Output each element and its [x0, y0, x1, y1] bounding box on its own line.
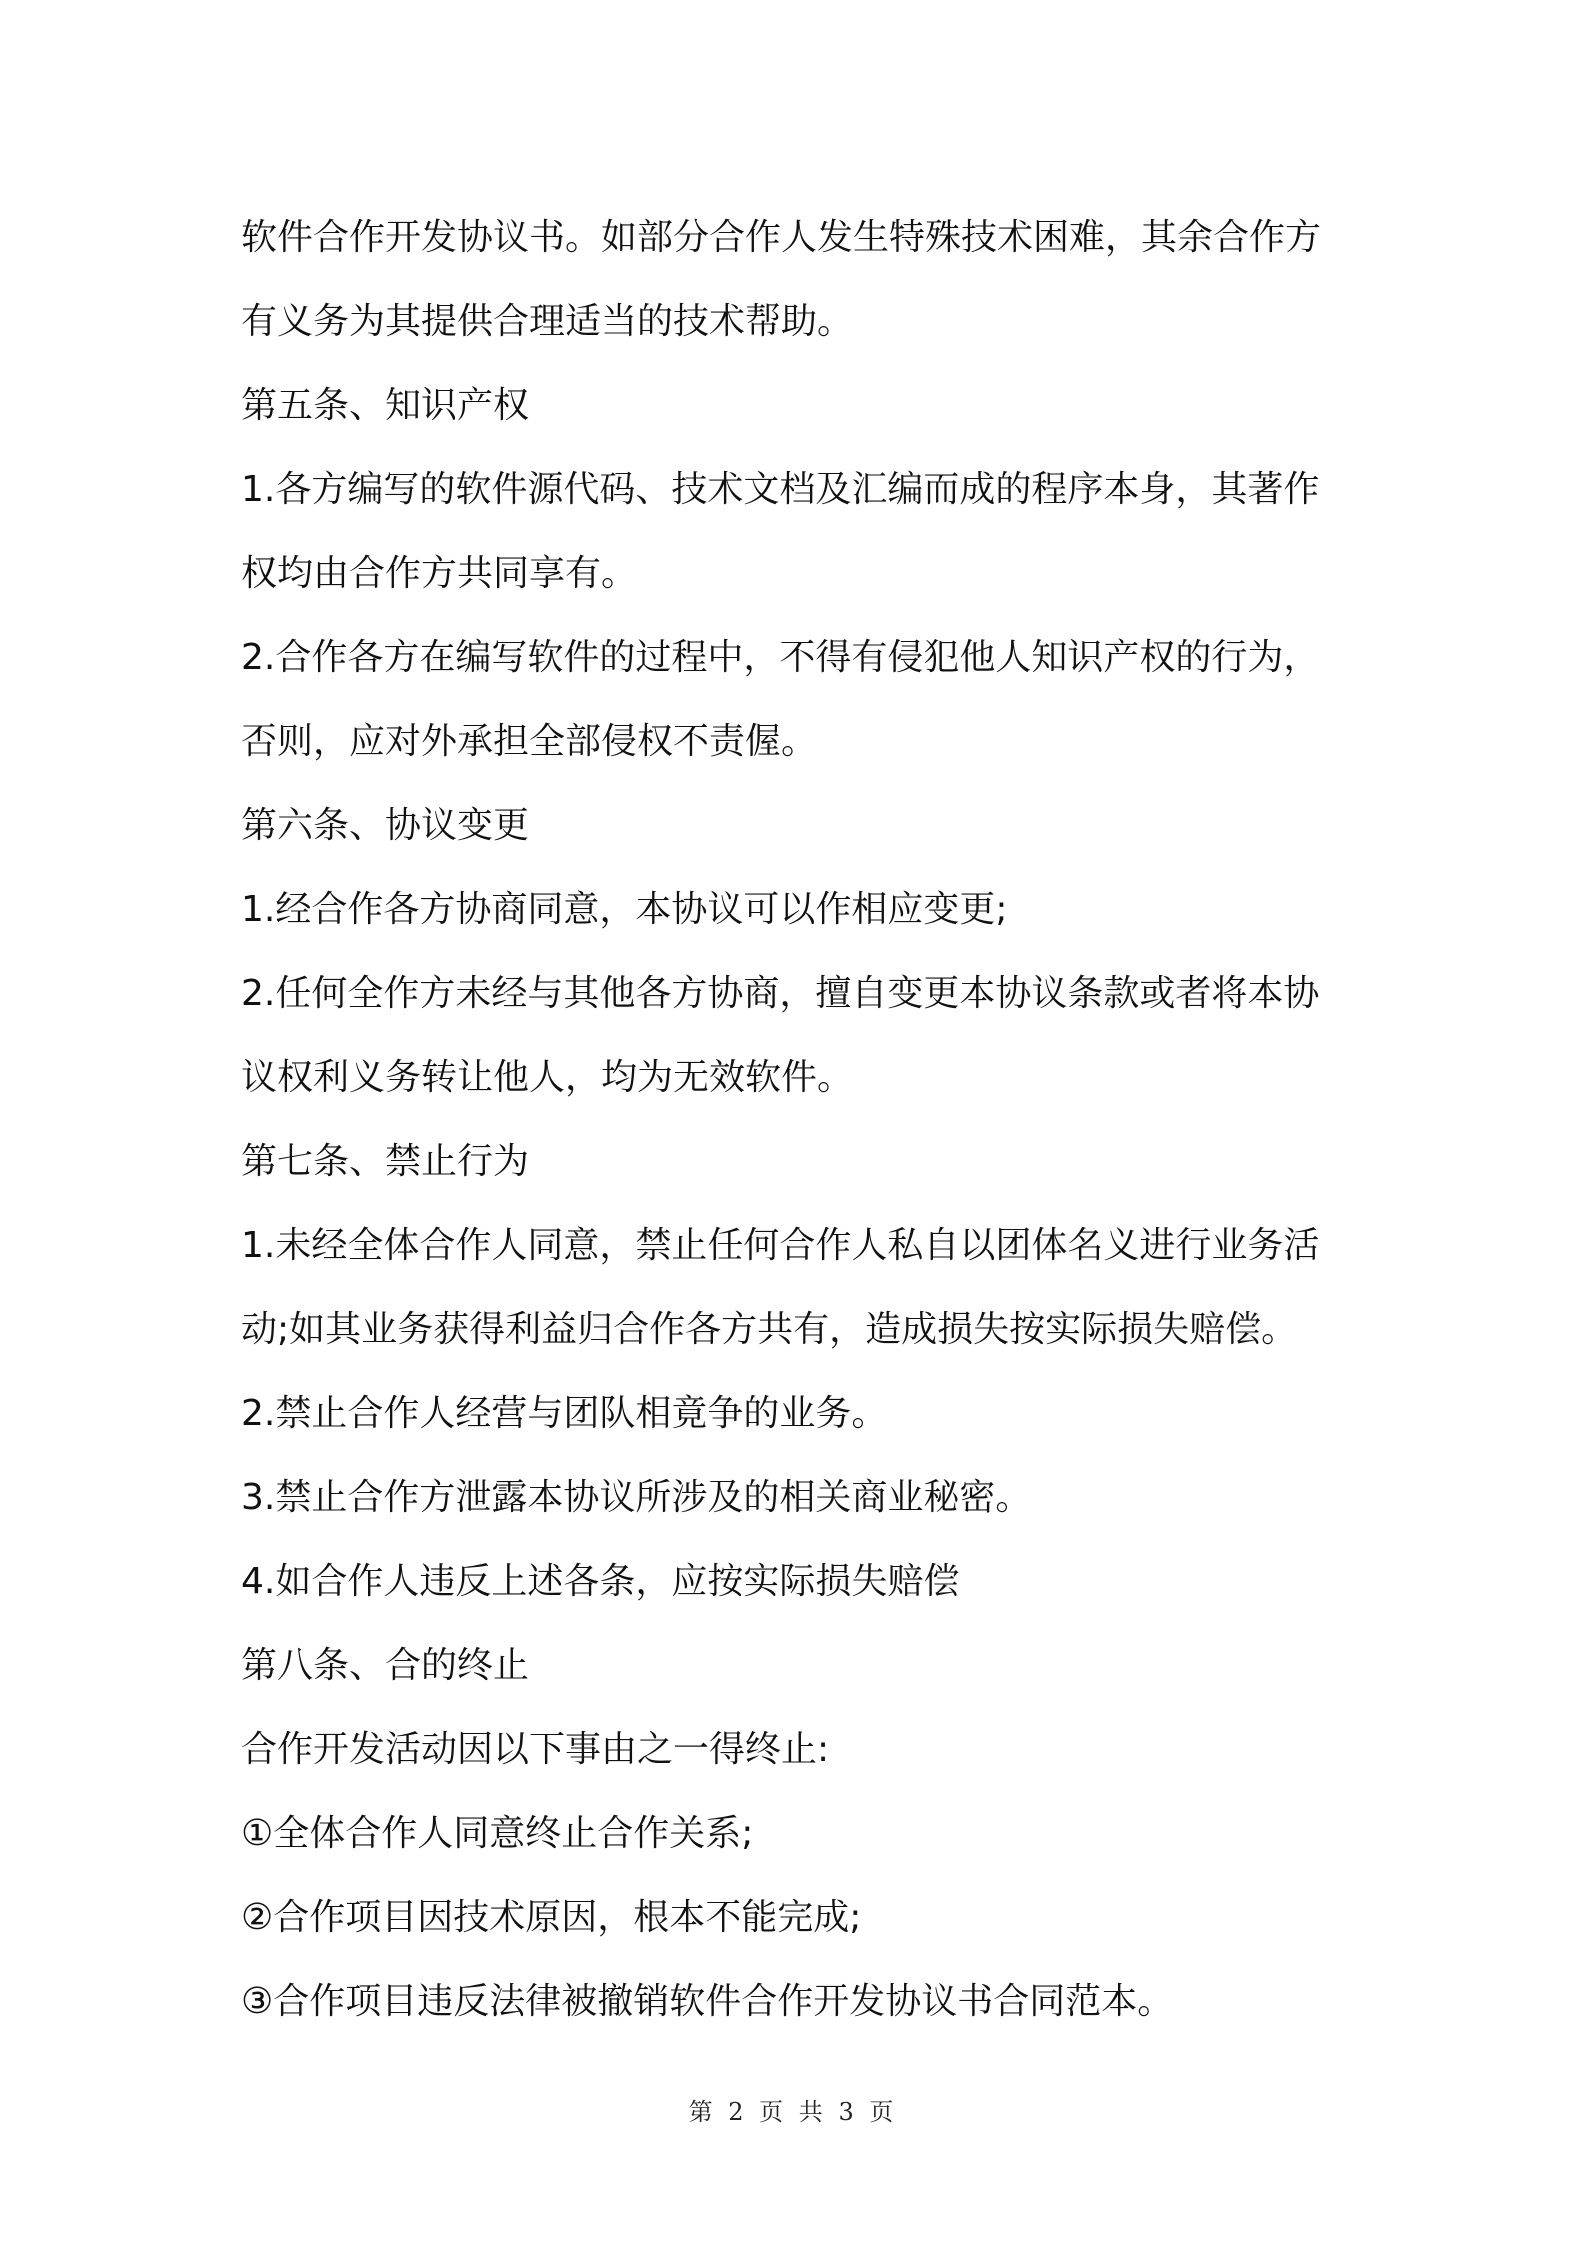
text-line: 有义务为其提供合理适当的技术帮助。 — [241, 301, 854, 342]
text-line: 议权利义务转让他人，均为无效软件。 — [241, 1057, 854, 1098]
section-heading: 第七条、禁止行为 — [241, 1141, 530, 1182]
text-line: 权均由合作方共同享有。 — [241, 553, 638, 594]
text-line: 软件合作开发协议书。如部分合作人发生特殊技术困难，其余合作方 — [241, 217, 1322, 258]
text-line: 4.如合作人违反上述各条，应按实际损失赔偿 — [241, 1561, 960, 1602]
text-line: 1.各方编写的软件源代码、技术文档及汇编而成的程序本身，其著作 — [241, 469, 1320, 510]
text-line: 合作开发活动因以下事由之一得终止: — [241, 1729, 830, 1770]
text-line: 否则，应对外承担全部侵权不责偓。 — [241, 721, 818, 762]
list-item: ②合作项目因技术原因，根本不能完成; — [241, 1897, 862, 1938]
text-line: 1.经合作各方协商同意，本协议可以作相应变更; — [241, 889, 1008, 930]
document-body — [241, 196, 1361, 2044]
text-line: 动;如其业务获得利益归合作各方共有，造成损失按实际损失赔偿。 — [241, 1309, 1298, 1350]
text-line: 2.合作各方在编写软件的过程中，不得有侵犯他人知识产权的行为， — [241, 637, 1320, 678]
text-line: 2.禁止合作人经营与团队相竟争的业务。 — [241, 1393, 888, 1434]
section-heading: 第五条、知识产权 — [241, 385, 530, 426]
section-heading: 第六条、协议变更 — [241, 805, 530, 846]
page-number: 第 2 页 共 3 页 — [688, 2098, 898, 2126]
text-line: 3.禁止合作方泄露本协议所涉及的相关商业秘密。 — [241, 1477, 1032, 1518]
list-item: ①全体合作人同意终止合作关系; — [241, 1813, 754, 1854]
list-item: ③合作项目违反法律被撤销软件合作开发协议书合同范本。 — [241, 1981, 1174, 2022]
text-line: 2.任何全作方未经与其他各方协商，擅自变更本协议条款或者将本协 — [241, 973, 1320, 1014]
text-line: 1.未经全体合作人同意，禁止任何合作人私自以团体名义进行业务活 — [241, 1225, 1320, 1266]
section-heading: 第八条、合的终止 — [241, 1645, 530, 1686]
